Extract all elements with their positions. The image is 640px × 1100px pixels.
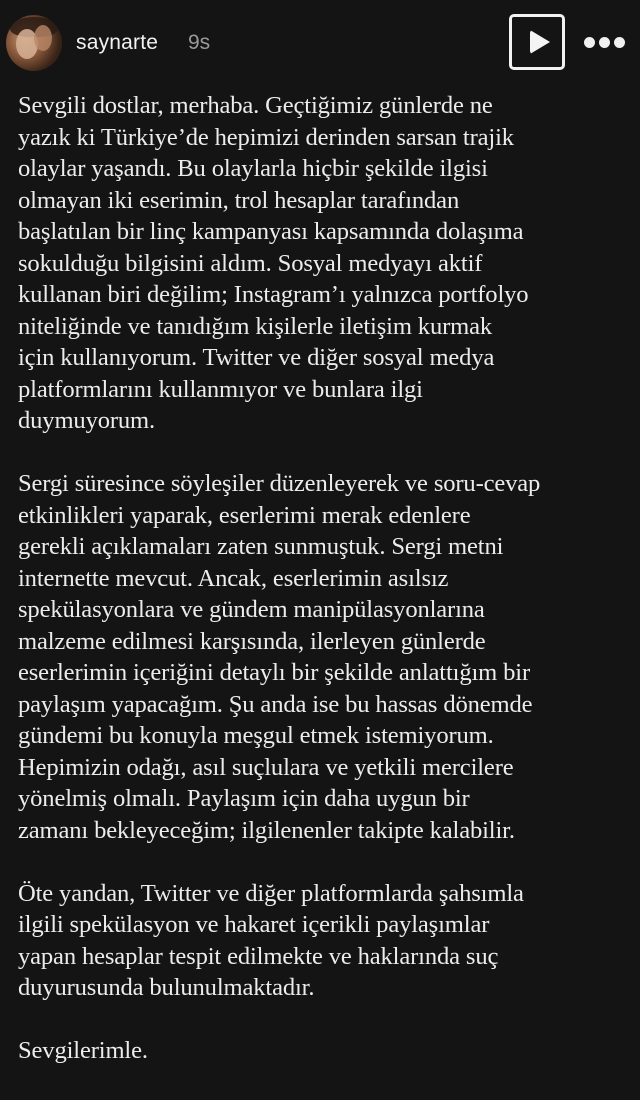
- play-icon: [530, 30, 550, 54]
- more-options-icon-dot: [614, 37, 625, 48]
- story-text-body: [18, 90, 634, 1067]
- text-line: malzeme edilmesi karşısında, ilerleyen günlerde: [18, 627, 486, 655]
- post-time: 9s: [188, 31, 211, 54]
- story-header: [0, 0, 640, 90]
- text-line: ilgili spekülasyon ve hakaret içerikli paylaşımlar: [18, 911, 490, 938]
- text-line: için kullanıyorum. Twitter ve diğer sosyal medya: [18, 344, 495, 371]
- text-line: duyurusunda bulunulmaktadır.: [18, 974, 315, 1001]
- more-options-button[interactable]: [584, 33, 626, 53]
- text-line: platformlarını kullanmıyor ve bunlara ilgi: [18, 375, 423, 403]
- avatar[interactable]: [6, 15, 62, 71]
- text-line: Sevgili dostlar, merhaba. Geçtiğimiz günlerde ne: [18, 92, 493, 119]
- more-options-icon-dot: [599, 37, 610, 48]
- paragraph-2: [18, 468, 634, 846]
- text-line: gündemi bu konuyla meşgul etmek istemiyorum.: [18, 722, 494, 749]
- text-line: sokulduğu bilgisini aldım. Sosyal medyayı aktif: [18, 249, 483, 277]
- text-line: paylaşım yapacağım. Şu anda ise bu hassas dönemde: [18, 690, 533, 718]
- text-line: etkinlikleri yaparak, eserlerimi merak edenlere: [18, 501, 471, 529]
- text-line: Sergi süresince söyleşiler düzenleyerek ve soru-cevap: [18, 470, 541, 497]
- text-line: yönelmiş olmalı. Paylaşım için daha uygun bir: [18, 785, 470, 812]
- text-line: niteliğinde ve tanıdığım kişilerle iletişim kurmak: [18, 312, 493, 340]
- text-line: duymuyorum.: [18, 407, 156, 434]
- text-line: olmayan iki eserimin, trol hesaplar tarafından: [18, 186, 460, 214]
- text-line: yazık ki Türkiye’de hepimizi derinden sarsan trajik: [18, 123, 514, 151]
- text-line: olaylar yaşandı. Bu olaylarla hiçbir şekilde ilgisi: [18, 155, 488, 182]
- text-line: kullanan biri değilim; Instagram’ı yalnızca portfolyo: [18, 281, 529, 308]
- avatar-face-shape-secondary: [34, 25, 52, 51]
- text-line: Öte yandan, Twitter ve diğer platformlarda şahsımla: [18, 879, 524, 907]
- text-line: spekülasyonlara ve gündem manipülasyonlarına: [18, 596, 485, 623]
- text-line: gerekli açıklamaları zaten sunmuştuk. Sergi metni: [18, 533, 504, 560]
- text-line: başlatılan bir linç kampanyası kapsamında dolaşıma: [18, 218, 524, 245]
- paragraph-1: [18, 90, 634, 437]
- username-link[interactable]: saynarte: [76, 31, 159, 54]
- play-button[interactable]: [509, 14, 565, 70]
- text-line: yapan hesaplar tespit edilmekte ve haklarında suç: [18, 942, 499, 970]
- signoff: [18, 1035, 634, 1067]
- text-line: internette mevcut. Ancak, eserlerimin asılsız: [18, 564, 449, 592]
- text-line: Hepimizin odağı, asıl suçlulara ve yetkili mercilere: [18, 753, 514, 781]
- paragraph-3: [18, 878, 634, 1004]
- signoff-text: Sevgilerimle.: [18, 1037, 148, 1064]
- text-line: eserlerimin içeriğini detaylı bir şekilde anlattığım bir: [18, 659, 531, 686]
- more-options-icon: [584, 37, 595, 48]
- text-line: zamanı bekleyeceğim; ilgilenenler takipte kalabilir.: [18, 816, 515, 844]
